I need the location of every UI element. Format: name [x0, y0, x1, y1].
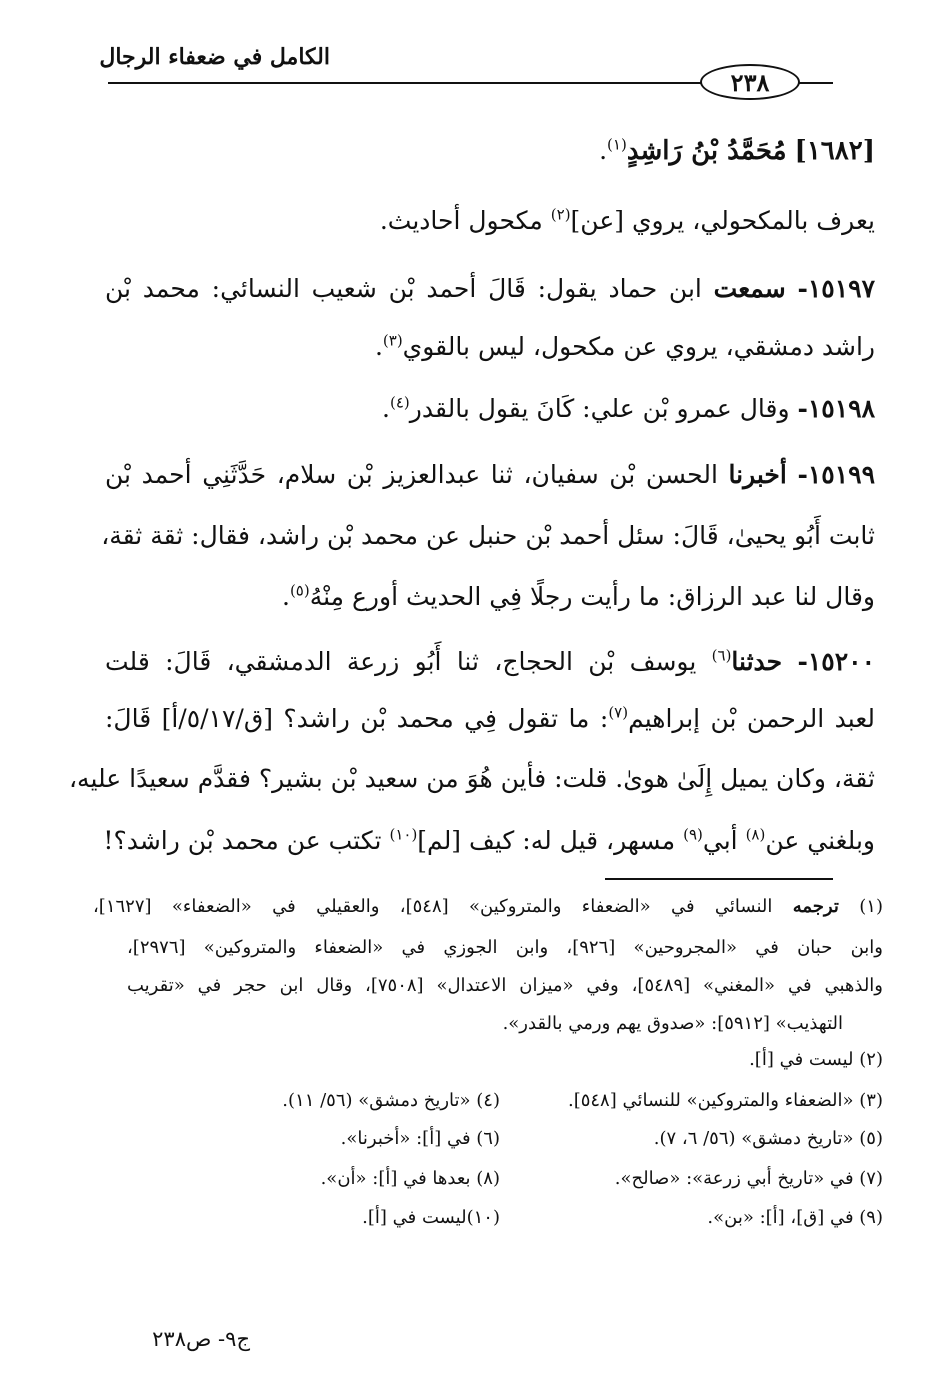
footnote-10: (١٠)ليست في [أ].: [362, 1207, 500, 1228]
footnote-ref: (٥): [289, 581, 310, 600]
paragraph-text: وقال لنا عبد الرزاق: ما رأيت رجلًا فِي الحديث أورع مِنْهُ: [309, 582, 875, 611]
paragraph-number: ١٥١٩٧-: [797, 274, 876, 303]
paragraph-15200-line: [105, 643, 875, 681]
footnote-text: التهذيب» [٥٩١٢]: «صدوق يهم ورمي بالقدر».: [502, 1013, 843, 1034]
punctuation: .: [374, 332, 383, 361]
paragraph-number: ١٥١٩٩-: [797, 460, 875, 489]
paragraph-text: وقال عمرو بْن علي: كَانَ يقول بالقدر: [409, 394, 790, 423]
footnote-separator: [605, 878, 833, 880]
footnote-1-line: [103, 1010, 843, 1038]
footnote-1-line: [127, 934, 883, 962]
entry-number: [١٦٨٢]: [794, 136, 875, 166]
punctuation: .: [281, 582, 290, 611]
paragraph-15200-line: [105, 822, 875, 860]
footnote-text: والذهبي في «المغني» [٥٤٨٩]، وفي «ميزان الاعتدال» [٧٥٠٨]، وقال ابن حجر في «تقريب: [127, 975, 883, 996]
footnote-2: (٢) ليست في [أ].: [749, 1049, 883, 1070]
paragraph-text: تكتب عن محمد بْن راشد؟!: [103, 826, 390, 855]
paragraph-number: ١٥١٩٨-: [797, 394, 875, 423]
paragraph-lead: حدثنا: [731, 647, 783, 676]
paragraph-text: ابن حماد يقول: قَالَ أحمد بْن شعيب النسائي: محمد بْن: [105, 274, 702, 303]
page-number: ٢٣٨: [730, 67, 770, 97]
paragraph-15197-line: [105, 270, 875, 308]
footnote-6: (٦) في [أ]: «أخبرنا».: [340, 1128, 500, 1149]
footnote-marker: (١): [859, 896, 883, 917]
paragraph-15198-line: [105, 390, 875, 428]
paragraph-15199-line: [101, 517, 875, 555]
footnote-7: (٧) في «تاريخ أبي زرعة»: «صالح».: [614, 1168, 883, 1189]
footnote-1-line: [127, 972, 883, 1000]
paragraph-15199-line: [105, 456, 875, 494]
footnote-1-line: [93, 893, 883, 921]
footnote-text: وابن حبان في «المجروحين» [٩٢٦]، وابن الجوزي في «الضعفاء والمتروكين» [٢٩٧٦]،: [127, 937, 883, 958]
volume-page-reference: ج٩- ص٢٣٨: [152, 1327, 250, 1351]
running-title: الكامل في ضعفاء الرجال: [99, 44, 330, 70]
paragraph-15197-line: [105, 328, 875, 366]
footnote-ref: (٩): [683, 825, 703, 844]
footnote-ref: (٨): [745, 825, 766, 844]
entry-heading: [105, 132, 875, 170]
footnote-lead: ترجمه: [792, 896, 839, 917]
paragraph-text: : ما تقول فِي محمد بْن راشد؟ [ق/٥/١٧/أ] قَالَ:: [105, 704, 609, 733]
paragraph-lead: سمعت: [713, 274, 786, 303]
paragraph-text: لعبد الرحمن بْن إبراهيم: [628, 704, 875, 733]
entry-intro: [105, 202, 875, 240]
footnote-ref: (١): [607, 135, 627, 154]
footnote-ref: (٦): [711, 646, 732, 665]
paragraph-text: ثابت أَبُو يحيىٰ، قَالَ: سئل أحمد بْن حنبل عن محمد بْن راشد، فقال: ثقة ثقة،: [101, 521, 875, 550]
paragraph-15199-line: [105, 578, 875, 616]
paragraph-text: راشد دمشقي، يروي عن مكحول، ليس بالقوي: [402, 332, 875, 361]
entry-name: مُحَمَّدُ بْنُ رَاشِدٍ: [626, 136, 787, 166]
page-number-badge: [700, 64, 800, 100]
footnote-4: (٤) «تاريخ دمشق» (٥٦/ ١١).: [282, 1090, 500, 1111]
footnote-3: (٣) «الضعفاء والمتروكين» للنسائي [٥٤٨].: [567, 1090, 883, 1111]
paragraph-text: مسهر، قيل له: كيف [لم]: [417, 826, 684, 855]
punctuation: .: [382, 394, 390, 423]
intro-text: مكحول أحاديث.: [379, 206, 551, 235]
paragraph-15200-line: [105, 700, 875, 738]
footnote-ref: (٢): [550, 205, 571, 224]
footnote-5: (٥) «تاريخ دمشق» (٥٦/ ٦، ٧).: [653, 1128, 883, 1149]
paragraph-text: وبلغني عن: [765, 826, 875, 855]
paragraph-text: الحسن بْن سفيان، ثنا عبدالعزيز بْن سلام، حَدَّثَنِي أحمد بْن: [105, 460, 718, 489]
footnote-ref: (١٠): [389, 825, 418, 844]
paragraph-number: ١٥٢٠٠-: [797, 647, 875, 676]
paragraph-text: ثقة، وكان يميل إِلَىٰ هوىٰ. قلت: فأين هُوَ من سعيد بْن بشير؟ فقدَّم سعيدًا عليه،: [68, 764, 875, 793]
paragraph-text: يوسف بْن الحجاج، ثنا أَبُو زرعة الدمشقي، قَالَ: قلت: [105, 647, 697, 676]
footnote-8: (٨) بعدها في [أ]: «أن».: [320, 1168, 500, 1189]
paragraph-lead: أخبرنا: [728, 460, 787, 489]
paragraph-15200-line: [68, 760, 875, 798]
footnote-text: النسائي في «الضعفاء والمتروكين» [٥٤٨]، والعقيلي في «الضعفاء» [١٦٢٧]،: [93, 896, 773, 917]
footnote-ref: (٣): [382, 331, 403, 350]
footnote-ref: (٧): [608, 703, 629, 722]
footnote-9: (٩) في [ق]، [أ]: «بن».: [707, 1207, 883, 1228]
paragraph-text: أبي: [702, 826, 746, 855]
footnote-ref: (٤): [389, 393, 410, 412]
intro-text: يعرف بالمكحولي، يروي [عن]: [570, 206, 875, 235]
punctuation: .: [599, 136, 608, 165]
